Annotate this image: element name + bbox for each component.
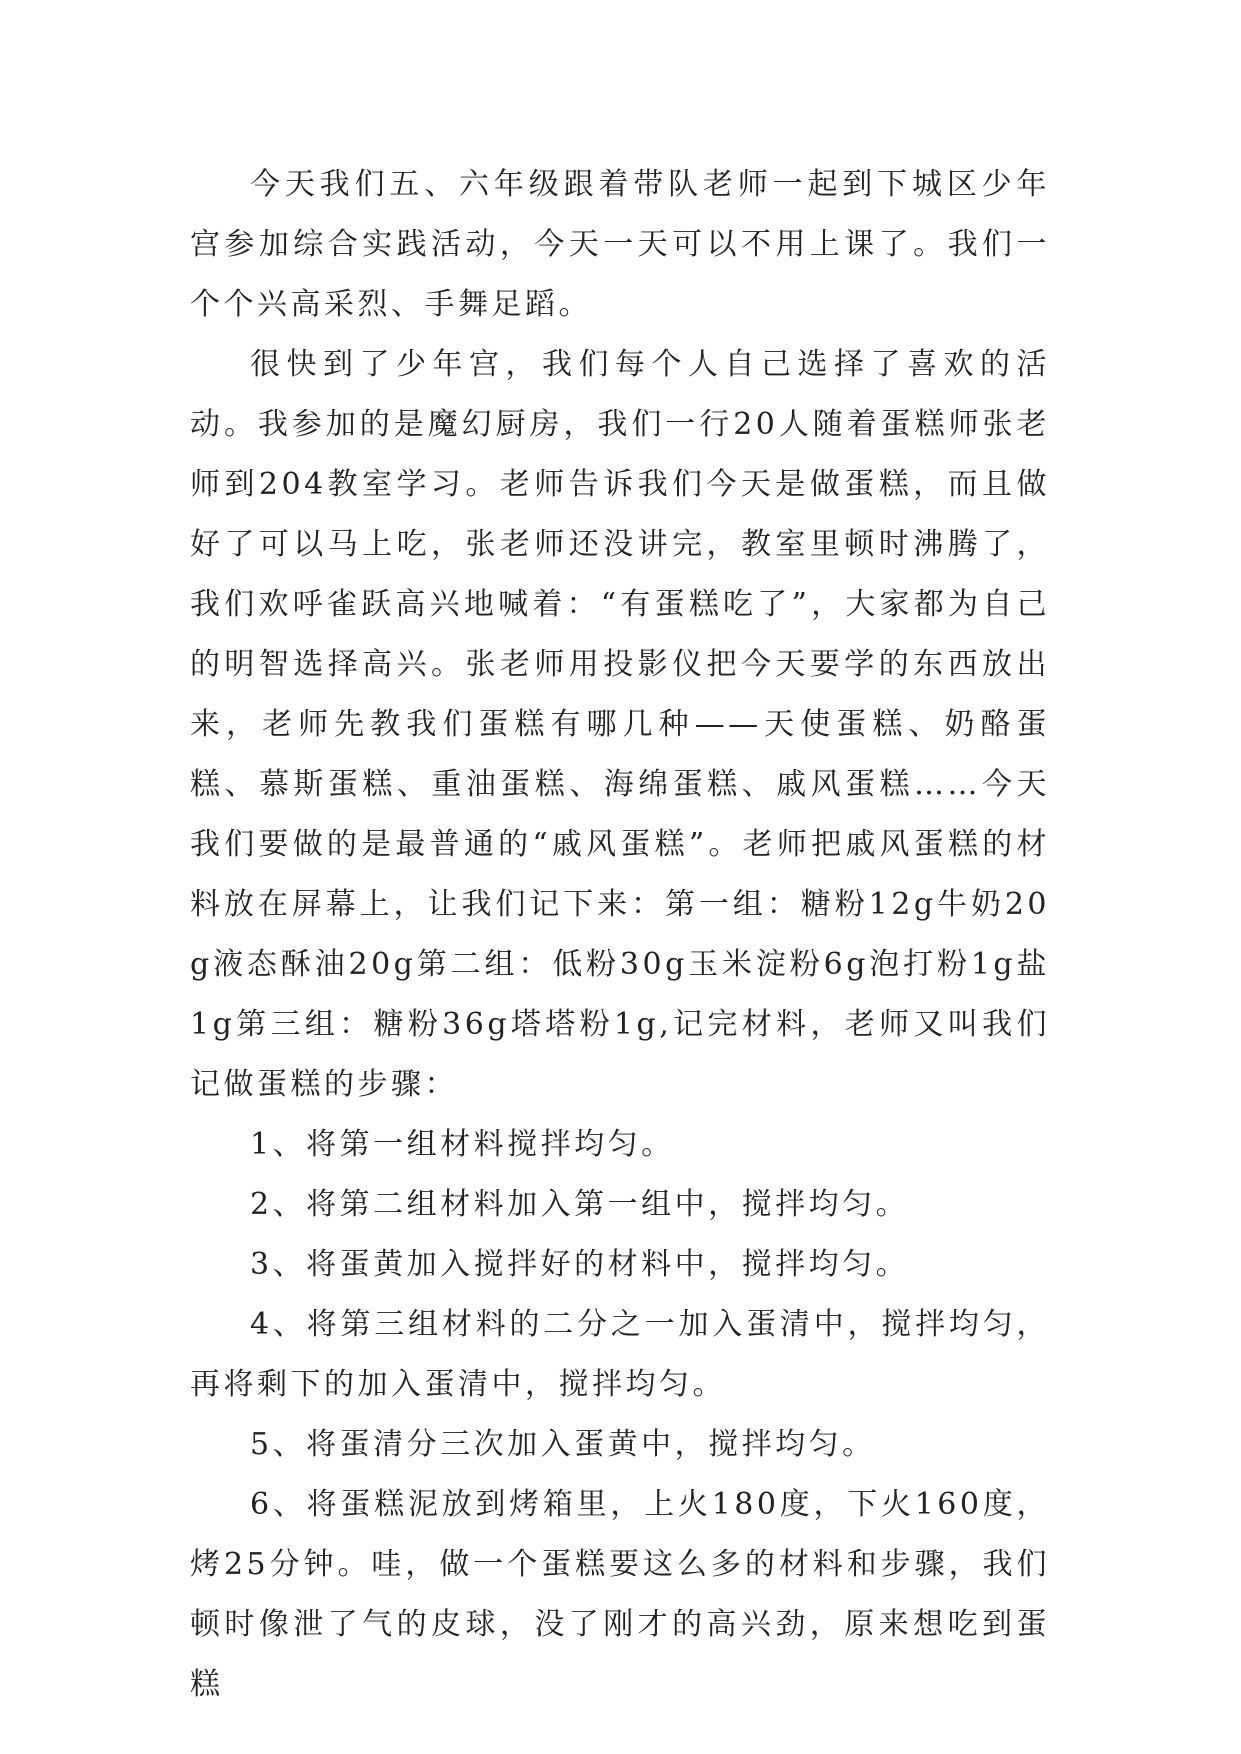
paragraph-step-5: 5、将蛋清分三次加入蛋黄中，搅拌均匀。 bbox=[250, 1427, 876, 1462]
paragraph-step-2: 2、将第二组材料加入第一组中，搅拌均匀。 bbox=[250, 1187, 910, 1222]
paragraph-cake-class: 很快到了少年宫，我们每个人自己选择了喜欢的活动。我参加的是魔幻厨房，我们一行20人随着蛋糕师张老师到204教室学习。老师告诉我们今天是做蛋糕，而且做好了可以马上吃，张老师还没讲完，教室里顿时沸腾了，我们欢呼雀跃高兴地喊着：“有蛋糕吃了”，大家都为自己的明智选择高兴。张老师用投影仪把今天要学的东西放出来，老师先教我们蛋糕有哪几种——天使蛋糕、奶酪蛋糕、慕斯蛋糕、重油蛋糕、海绵蛋糕、戚风蛋糕……今天我们要做的是最普通的“戚风蛋糕”。老师把戚风蛋糕的材料放在屏幕上，让我们记下来：第一组：糖粉12g牛奶20g液态酥油20g第二组：低粉30g玉米淀粉6g泡打粉1g盐1g第三组：糖粉36g塔塔粉1g,记完材料，老师又叫我们记做蛋糕的步骤： bbox=[190, 347, 1050, 1102]
paragraph-step-4: 4、将第三组材料的二分之一加入蛋清中，搅拌均匀，再将剩下的加入蛋清中，搅拌均匀。 bbox=[190, 1307, 1050, 1402]
paragraph-step-6: 6、将蛋糕泥放到烤箱里，上火180度，下火160度，烤25分钟。哇，做一个蛋糕要这么多的材料和步骤，我们顿时像泄了气的皮球，没了刚才的高兴劲，原来想吃到蛋糕 bbox=[190, 1487, 1050, 1702]
article-body bbox=[190, 155, 1050, 1715]
paragraph-step-3: 3、将蛋黄加入搅拌好的材料中，搅拌均匀。 bbox=[250, 1247, 910, 1282]
paragraph-intro: 今天我们五、六年级跟着带队老师一起到下城区少年宫参加综合实践活动，今天一天可以不用上课了。我们一个个兴高采烈、手舞足蹈。 bbox=[190, 167, 1050, 322]
paragraph-step-1: 1、将第一组材料搅拌均匀。 bbox=[250, 1127, 675, 1162]
